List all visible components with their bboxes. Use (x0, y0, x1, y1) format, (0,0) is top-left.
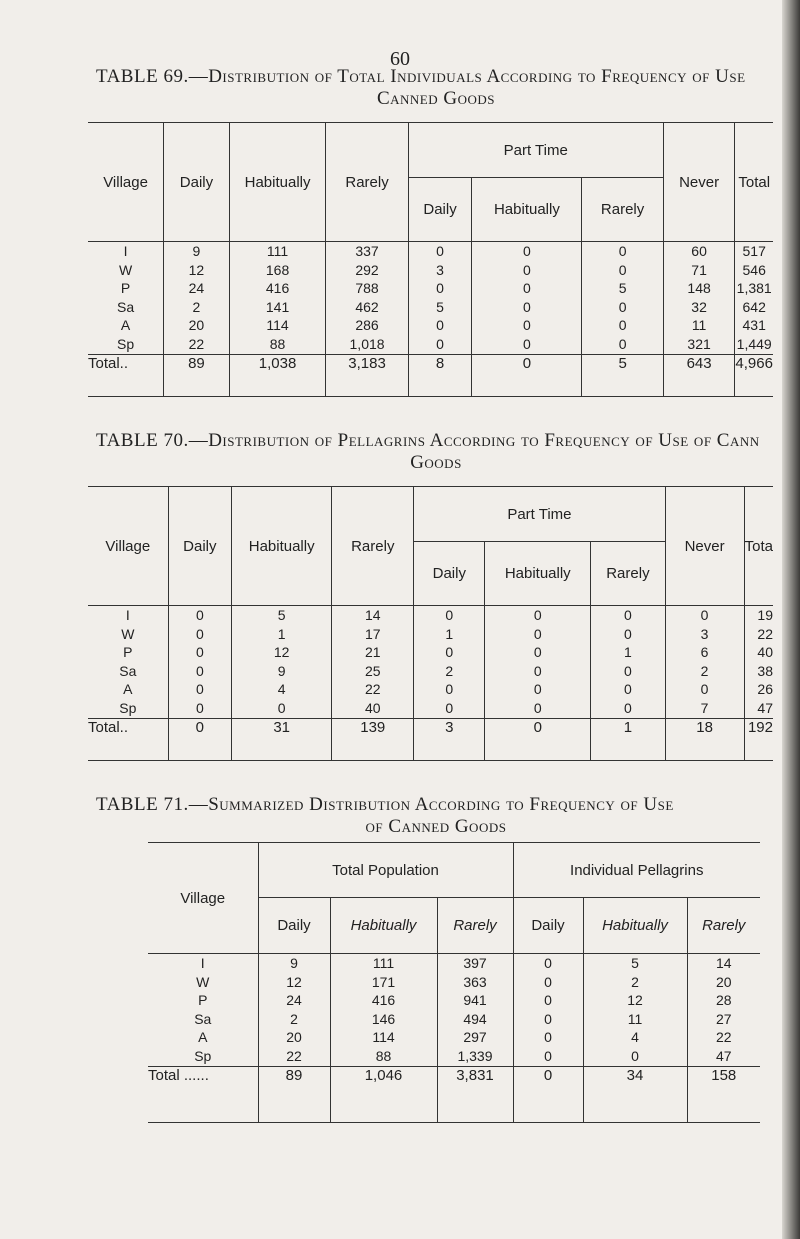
cell-pt-daily: 0 (436, 335, 444, 352)
table-69-body-row (88, 242, 773, 355)
col-ip-rarely (687, 954, 760, 1067)
cell-daily: 0 (195, 699, 204, 716)
cell-pt-habitually: 0 (533, 644, 542, 661)
col-total-header: Total (735, 123, 773, 242)
cell-pt-rarely: 5 (618, 280, 627, 297)
total-label: Total ...... (148, 1066, 209, 1084)
cell-villages: Sp (194, 1047, 212, 1064)
cell-villages: Sa (194, 1010, 212, 1027)
cell-daily: 0 (195, 625, 204, 642)
cell-pt-habitually: 0 (523, 261, 531, 278)
col-pt-daily-header: Daily (414, 542, 485, 606)
col-individual-pellagrins-header: Individual Pellagrins (513, 843, 760, 898)
table-71-title-line1: TABLE 71.—Summarized Distribution According to Frequency of Use (96, 794, 674, 815)
cell-daily: 12 (188, 261, 205, 278)
cell-tp-habitually: 416 (371, 992, 396, 1009)
cell-habitually: 9 (277, 662, 286, 679)
col-never (663, 242, 735, 355)
cell-never: 2 (700, 662, 709, 679)
cell-never: 148 (687, 280, 711, 297)
table-71-total-row (148, 1066, 760, 1122)
cell-total: 431 (742, 317, 766, 334)
cell-pt-rarely: 0 (618, 317, 627, 334)
cell-never: 60 (691, 243, 707, 259)
cell-villages: I (123, 243, 128, 259)
cell-pt-habitually: 0 (533, 662, 542, 679)
cell-ip-daily: 0 (544, 1047, 552, 1064)
table-70-total-row (88, 718, 773, 760)
cell-rarely: 462 (355, 298, 379, 315)
cell-pt-rarely: 0 (624, 625, 632, 642)
cell-habitually: 114 (266, 317, 289, 334)
cell-ip-habitually: 5 (631, 955, 639, 971)
cell-ip-rarely: 27 (715, 1010, 732, 1027)
cell-pt-rarely: 0 (624, 699, 632, 716)
cell-daily: 0 (195, 681, 204, 698)
cell-total: 22 (757, 625, 773, 642)
cell-tp-rarely: 1,339 (457, 1047, 493, 1064)
col-tp-habitually-header: Habitually (330, 898, 437, 954)
table-69 (88, 122, 773, 397)
cell-pt-rarely: 0 (624, 681, 632, 698)
total-pt-habitually: 0 (472, 354, 582, 396)
col-rarely-header: Rarely (332, 487, 414, 606)
cell-pt-daily: 2 (445, 662, 454, 679)
col-rarely (332, 606, 414, 719)
table-70-title-line1: TABLE 70.—Distribution of Pellagrins According to Frequency of Use of Cann (96, 430, 760, 451)
cell-ip-daily: 0 (544, 1029, 552, 1046)
col-habitually (229, 242, 326, 355)
cell-pt-daily: 3 (436, 261, 444, 278)
cell-tp-rarely: 494 (463, 1010, 487, 1027)
cell-habitually: 141 (265, 298, 290, 315)
cell-total: 1,449 (736, 335, 772, 352)
cell-pt-rarely: 0 (618, 261, 627, 278)
col-ip-habitually-header: Habitually (583, 898, 687, 954)
cell-pt-daily: 1 (445, 625, 454, 642)
cell-daily: 2 (192, 298, 201, 315)
cell-never: 3 (700, 625, 709, 642)
col-daily (164, 242, 230, 355)
cell-total: 40 (757, 644, 773, 661)
total-daily: 89 (164, 354, 230, 396)
col-ip-daily-header: Daily (513, 898, 583, 954)
cell-total: 642 (742, 298, 766, 315)
col-ip-daily (513, 954, 583, 1067)
cell-pt-daily: 5 (436, 298, 444, 315)
cell-pt-habitually: 0 (523, 335, 531, 352)
cell-never: 7 (700, 699, 709, 716)
cell-rarely: 286 (355, 317, 379, 334)
total-tp-habitually: 1,046 (330, 1066, 437, 1122)
cell-tp-habitually: 171 (371, 973, 396, 990)
cell-villages: I (200, 955, 205, 971)
col-part-time-header: Part Time (408, 123, 663, 178)
col-pt-rarely (582, 242, 663, 355)
cell-tp-habitually: 111 (372, 955, 395, 971)
cell-daily: 22 (188, 335, 205, 352)
cell-daily: 24 (188, 280, 205, 297)
cell-pt-habitually: 0 (533, 607, 542, 623)
cell-ip-rarely: 28 (715, 992, 732, 1009)
cell-daily: 0 (195, 644, 204, 661)
cell-never: 0 (700, 607, 709, 623)
col-tp-daily (258, 954, 330, 1067)
cell-villages: Sp (119, 699, 137, 716)
total-ip-daily: 0 (513, 1066, 583, 1122)
cell-daily: 20 (188, 317, 205, 334)
cell-tp-daily: 2 (290, 1010, 298, 1027)
table-71-title-line2: of Canned Goods (365, 816, 507, 837)
col-pt-daily (414, 606, 485, 719)
total-habitually: 1,038 (229, 354, 326, 396)
cell-pt-habitually: 0 (533, 699, 542, 716)
cell-pt-habitually: 0 (523, 243, 531, 259)
col-village-header: Village (105, 537, 151, 555)
cell-habitually: 4 (277, 681, 286, 698)
cell-pt-habitually: 0 (523, 298, 531, 315)
cell-pt-rarely: 1 (624, 644, 632, 661)
cell-villages: A (123, 681, 133, 698)
col-pt-habitually-header: Habitually (485, 542, 591, 606)
total-pt-daily: 3 (414, 718, 485, 760)
col-pt-rarely-header: Rarely (591, 542, 665, 606)
total-label: Total.. (88, 354, 129, 372)
col-total-header: Tota (744, 487, 773, 606)
cell-ip-habitually: 0 (631, 1047, 639, 1064)
total-never: 18 (665, 718, 744, 760)
total-ip-rarely: 158 (687, 1066, 760, 1122)
cell-tp-daily: 20 (286, 1029, 302, 1046)
col-village-header: Village (103, 173, 148, 191)
cell-pt-rarely: 0 (618, 243, 627, 259)
table-70 (88, 486, 773, 761)
col-daily (168, 606, 231, 719)
cell-ip-habitually: 4 (631, 1029, 639, 1046)
cell-rarely: 292 (355, 261, 379, 278)
col-daily-header: Daily (164, 123, 230, 242)
cell-tp-rarely: 363 (463, 973, 487, 990)
cell-villages: W (196, 973, 210, 990)
cell-total: 1,381 (736, 280, 772, 297)
col-never (665, 606, 744, 719)
cell-rarely: 17 (364, 625, 381, 642)
total-habitually: 31 (232, 718, 332, 760)
cell-rarely: 25 (364, 662, 381, 679)
cell-daily: 0 (195, 607, 204, 623)
cell-never: 32 (691, 298, 707, 315)
col-pt-habitually (485, 606, 591, 719)
cell-villages: Sa (119, 662, 137, 679)
col-habitually-header: Habitually (229, 123, 326, 242)
cell-pt-daily: 0 (436, 280, 444, 297)
cell-tp-habitually: 114 (372, 1029, 395, 1046)
total-pt-rarely: 1 (591, 718, 665, 760)
cell-tp-daily: 9 (290, 955, 298, 971)
cell-rarely: 1,018 (349, 335, 385, 352)
cell-habitually: 111 (266, 243, 289, 259)
cell-never: 0 (700, 681, 709, 698)
cell-pt-rarely: 0 (624, 662, 632, 679)
page-number: 60 (390, 48, 410, 70)
cell-habitually: 88 (269, 335, 286, 352)
cell-pt-daily: 0 (445, 681, 454, 698)
cell-habitually: 168 (265, 261, 290, 278)
cell-tp-daily: 24 (286, 992, 302, 1009)
cell-rarely: 337 (355, 243, 379, 259)
cell-total: 26 (757, 681, 773, 698)
col-rarely (326, 242, 408, 355)
cell-villages: W (121, 625, 135, 642)
col-total-population-header: Total Population (258, 843, 513, 898)
cell-ip-rarely: 22 (715, 1029, 732, 1046)
cell-villages: W (118, 261, 133, 278)
cell-habitually: 0 (277, 699, 286, 716)
table-69-title (96, 66, 776, 110)
cell-ip-daily: 0 (544, 1010, 552, 1027)
total-never: 643 (663, 354, 735, 396)
cell-villages: Sp (117, 335, 135, 352)
col-village-header: Village (180, 889, 226, 907)
cell-tp-rarely: 297 (463, 1029, 487, 1046)
cell-rarely: 22 (364, 681, 381, 698)
col-total (735, 242, 773, 355)
cell-habitually: 5 (277, 607, 286, 623)
cell-villages: A (198, 1029, 208, 1046)
col-total (744, 606, 773, 719)
total-label: Total.. (88, 718, 129, 736)
table-69-title-line1: TABLE 69.—Distribution of Total Individuals According to Frequency of Use (96, 66, 746, 87)
cell-pt-daily: 0 (436, 317, 444, 334)
col-villages (148, 954, 258, 1067)
cell-tp-rarely: 397 (463, 955, 487, 971)
table-71 (148, 842, 760, 1123)
cell-total: 517 (742, 243, 766, 259)
cell-villages: P (123, 644, 133, 661)
cell-pt-rarely: 0 (624, 607, 632, 623)
cell-habitually: 12 (273, 644, 290, 661)
cell-villages: P (198, 992, 208, 1009)
cell-total: 47 (757, 699, 773, 716)
table-69-title-line2: Canned Goods (376, 88, 496, 109)
col-pt-habitually (472, 242, 582, 355)
cell-pt-daily: 0 (436, 243, 444, 259)
total-pt-daily: 8 (408, 354, 472, 396)
total-rarely: 139 (332, 718, 414, 760)
total-daily: 0 (168, 718, 231, 760)
cell-pt-habitually: 0 (533, 625, 542, 642)
cell-pt-habitually: 0 (533, 681, 542, 698)
cell-never: 11 (691, 317, 707, 334)
col-never-header: Never (665, 487, 744, 606)
cell-tp-daily: 22 (286, 1047, 302, 1064)
col-pt-habitually-header: Habitually (472, 178, 582, 242)
col-pt-rarely (591, 606, 665, 719)
cell-rarely: 21 (364, 644, 381, 661)
col-villages (88, 242, 164, 355)
cell-never: 321 (687, 335, 711, 352)
total-tp-rarely: 3,831 (437, 1066, 513, 1122)
cell-pt-habitually: 0 (523, 317, 531, 334)
total-total: 192 (744, 718, 773, 760)
col-pt-daily-header: Daily (408, 178, 472, 242)
cell-villages: I (125, 607, 130, 623)
cell-pt-habitually: 0 (523, 280, 531, 297)
cell-ip-rarely: 20 (715, 973, 732, 990)
cell-tp-habitually: 146 (371, 1010, 396, 1027)
total-rarely: 3,183 (326, 354, 408, 396)
col-rarely-header: Rarely (326, 123, 408, 242)
total-total: 4,966 (735, 354, 773, 396)
col-pt-daily (408, 242, 472, 355)
cell-total: 19 (757, 607, 773, 623)
cell-ip-habitually: 2 (631, 973, 639, 990)
cell-rarely: 788 (355, 280, 379, 297)
table-70-body-row (88, 606, 773, 719)
cell-pt-rarely: 0 (618, 298, 627, 315)
total-pt-habitually: 0 (485, 718, 591, 760)
cell-never: 6 (700, 644, 709, 661)
cell-pt-rarely: 0 (618, 335, 627, 352)
col-tp-habitually (330, 954, 437, 1067)
cell-ip-daily: 0 (544, 973, 552, 990)
table-71-body-row (148, 954, 760, 1067)
cell-tp-habitually: 88 (375, 1047, 392, 1064)
col-tp-rarely-header: Rarely (437, 898, 513, 954)
total-pt-rarely: 5 (582, 354, 663, 396)
cell-habitually: 416 (265, 280, 290, 297)
table-69-total-row (88, 354, 773, 396)
cell-total: 38 (757, 662, 773, 679)
cell-rarely: 40 (364, 699, 381, 716)
cell-ip-habitually: 11 (627, 1010, 643, 1027)
cell-ip-rarely: 47 (715, 1047, 732, 1064)
total-tp-daily: 89 (258, 1066, 330, 1122)
cell-never: 71 (691, 261, 707, 278)
col-pt-rarely-header: Rarely (582, 178, 663, 242)
col-ip-rarely-header: Rarely (687, 898, 760, 954)
col-habitually (232, 606, 332, 719)
cell-habitually: 1 (277, 625, 286, 642)
cell-total: 546 (742, 261, 766, 278)
cell-villages: P (120, 280, 131, 297)
page-edge-shadow (782, 0, 800, 1239)
cell-tp-rarely: 941 (463, 992, 487, 1009)
cell-ip-daily: 0 (544, 955, 552, 971)
cell-villages: A (120, 317, 131, 334)
col-never-header: Never (663, 123, 735, 242)
cell-tp-daily: 12 (286, 973, 302, 990)
col-tp-rarely (437, 954, 513, 1067)
cell-ip-daily: 0 (544, 992, 552, 1009)
cell-pt-daily: 0 (445, 644, 454, 661)
col-ip-habitually (583, 954, 687, 1067)
cell-rarely: 14 (364, 607, 381, 623)
col-habitually-header: Habitually (232, 487, 332, 606)
cell-pt-daily: 0 (445, 607, 454, 623)
col-villages (88, 606, 168, 719)
col-tp-daily-header: Daily (258, 898, 330, 954)
cell-daily: 9 (192, 243, 201, 259)
cell-ip-habitually: 12 (627, 992, 643, 1009)
table-70-title (96, 430, 776, 474)
col-part-time-header: Part Time (414, 487, 665, 542)
col-daily-header: Daily (168, 487, 231, 606)
cell-daily: 0 (195, 662, 204, 679)
cell-villages: Sa (117, 298, 135, 315)
table-71-title (96, 794, 776, 838)
table-70-title-line2: Goods (410, 452, 462, 473)
total-ip-habitually: 34 (583, 1066, 687, 1122)
cell-pt-daily: 0 (445, 699, 454, 716)
cell-ip-rarely: 14 (715, 955, 732, 971)
